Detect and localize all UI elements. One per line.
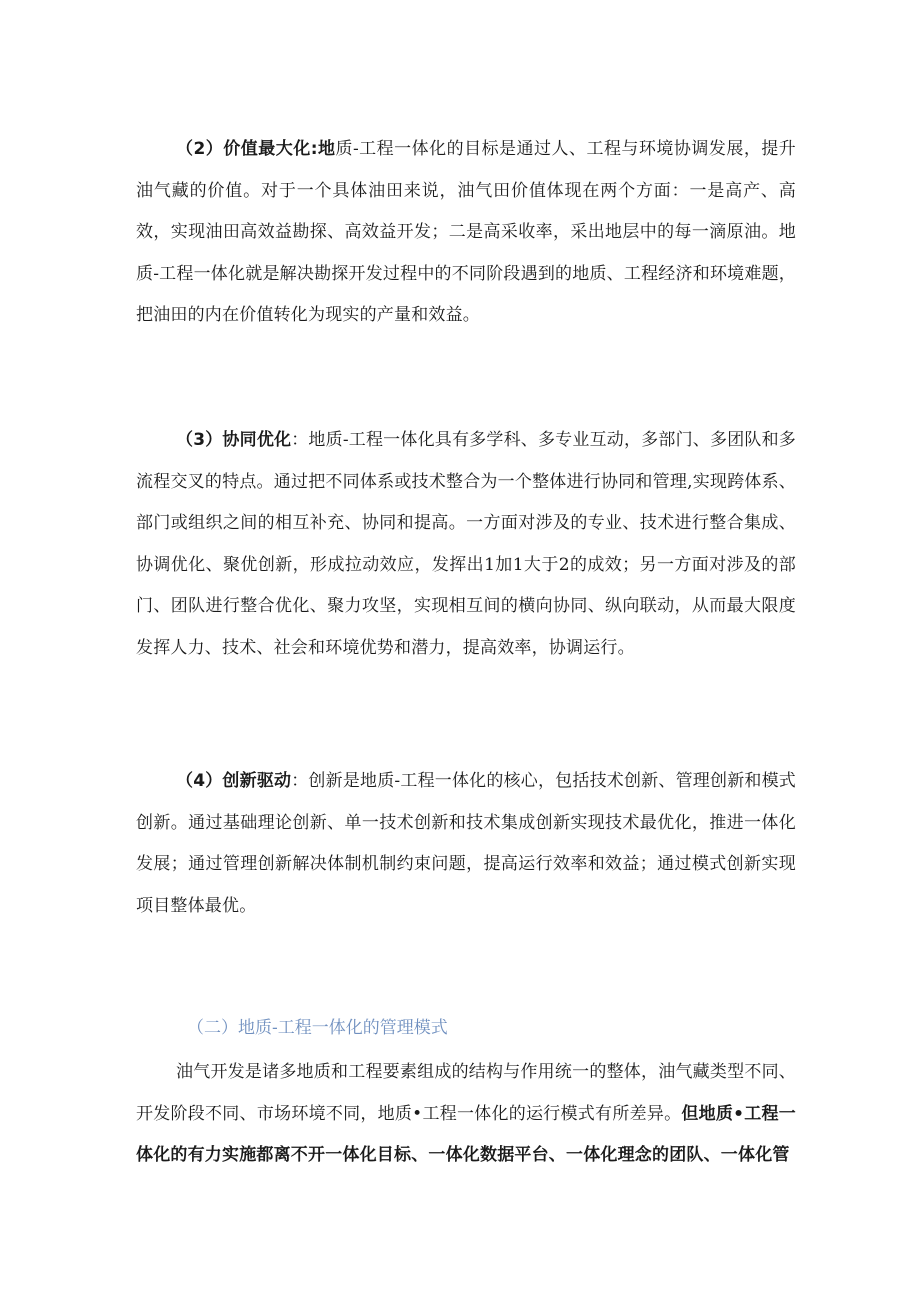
section-heading: （二）地质-工程一体化的管理模式 bbox=[187, 1018, 448, 1038]
paragraph-management-mode bbox=[136, 1052, 796, 1177]
paragraph-collaborative-optimization bbox=[136, 420, 796, 669]
paragraph-lead: （3）协同优化 bbox=[176, 430, 292, 450]
paragraph-innovation-driven bbox=[136, 761, 796, 927]
paragraph-bold-text: 但地质•工程一体化的有力实施都离不开一体化目标、一体化数据平台、一体化理念的团队、一体化管 bbox=[136, 1103, 797, 1165]
paragraph-lead: （4）创新驱动 bbox=[176, 771, 292, 791]
paragraph-lead: （2）价值最大化:地 bbox=[176, 139, 336, 159]
paragraph-body: ：创新是地质-工程一体化的核心，包括技术创新、管理创新和模式创新。通过基础理论创新、单一技术创新和技术集成创新实现技术最优化，推进一体化发展；通过管理创新解决体制机制约束问题，提高运行效率和效益；通过模式创新实现项目整体最优。 bbox=[136, 771, 796, 916]
paragraph-body: ：地质-工程一体化具有多学科、多专业互动，多部门、多团队和多流程交叉的特点。通过把不同体系或技术整合为一个整体进行协同和管理,实现跨体系、部门或组织之间的相互补充、协同和提高。一方面对涉及的专业、技术进行整合集成、协调优化、聚优创新，形成拉动效应，发挥出1加1大于2的成效；另一方面对涉及的部门、团队进行整合优化、聚力攻坚，实现相互间的横向协同、纵向联动，从而最大限度发挥人力、技术、社会和环境优势和潜力，提高效率，协调运行。 bbox=[136, 430, 796, 658]
paragraph-body: 油气开发是诸多地质和工程要素组成的结构与作用统一的整体，油气藏类型不同、开发阶段不同、市场环境不同，地质•工程一体化的运行模式有所差异。 bbox=[136, 1062, 796, 1124]
paragraph-body: 质-工程一体化的目标是通过人、工程与环境协调发展，提升油气藏的价值。对于一个具体油田来说，油气田价值体现在两个方面：一是高产、高效，实现油田高效益勘探、高效益开发；二是高采收率，采出地层中的每一滴原油。地质-工程一体化就是解决勘探开发过程中的不同阶段遇到的地质、工程经济和环境难题，把油田的内在价值转化为现实的产量和效益。 bbox=[136, 139, 796, 325]
paragraph-value-maximization bbox=[136, 129, 796, 337]
